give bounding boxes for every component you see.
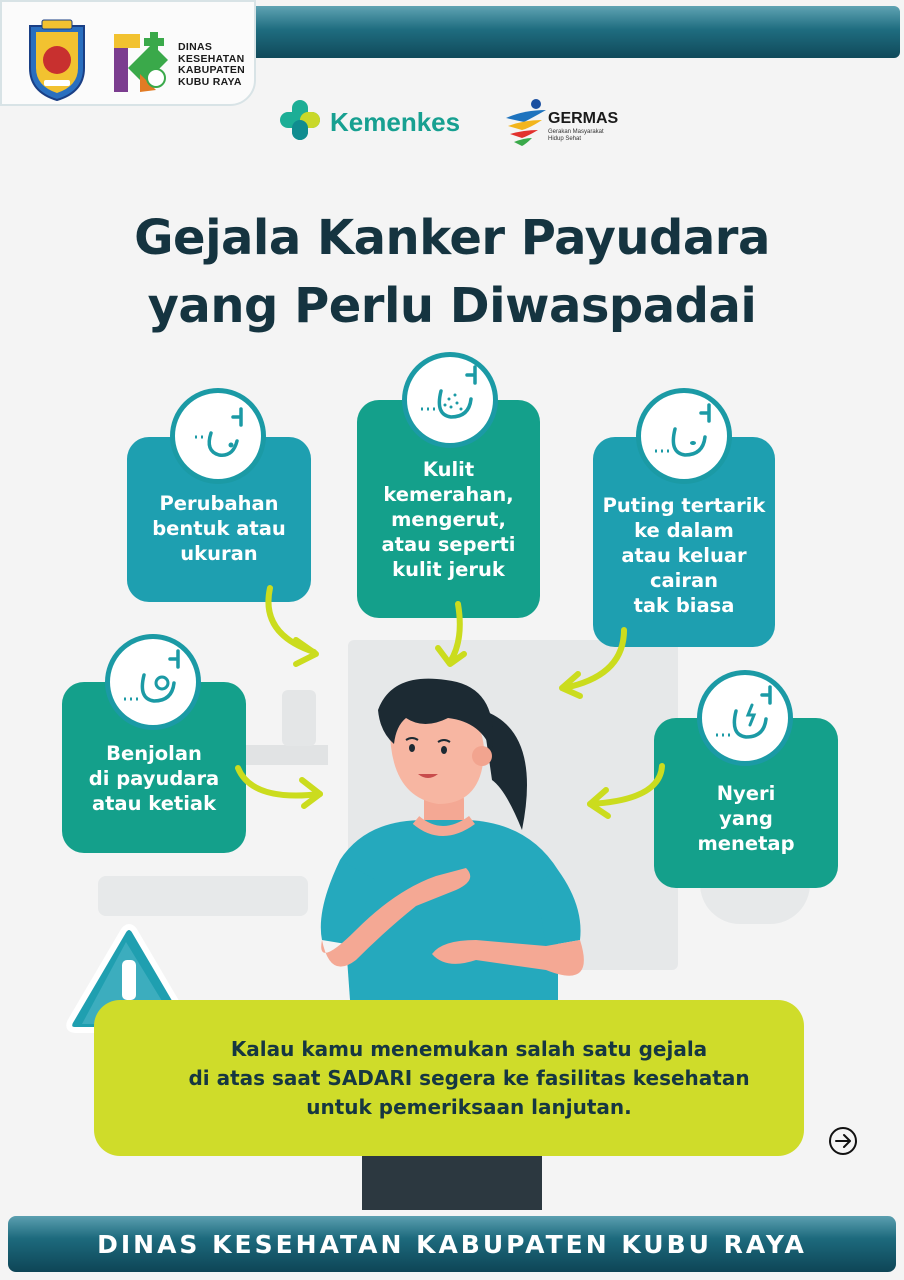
dinkes-name-line: KESEHATAN bbox=[178, 52, 245, 65]
symptom-label: Puting tertarik ke dalam atau keluar cairan tak biasa bbox=[602, 493, 766, 617]
kabupaten-crest-icon bbox=[26, 18, 88, 102]
call-to-action-banner bbox=[94, 1000, 804, 1156]
next-arrow-icon[interactable] bbox=[828, 1126, 858, 1156]
arrow-to-person-icon bbox=[256, 584, 328, 670]
background-bench bbox=[98, 876, 308, 916]
skin-texture-icon bbox=[402, 352, 498, 448]
banner-line: Kalau kamu menemukan salah satu gejala bbox=[230, 1036, 708, 1061]
footer-text: DINAS KESEHATAN KABUPATEN KUBU RAYA bbox=[97, 1229, 807, 1259]
symptom-label: Perubahan bentuk atau ukuran bbox=[152, 492, 286, 565]
lump-icon bbox=[105, 634, 201, 730]
germas-logo-icon bbox=[502, 96, 550, 148]
symptom-label: Kulit kemerahan, mengerut, atau seperti kulit jeruk bbox=[381, 457, 516, 581]
header-logo-card bbox=[0, 0, 256, 106]
pain-icon bbox=[697, 670, 793, 766]
breast-shape-icon bbox=[170, 388, 266, 484]
dinkes-name-line: KABUPATEN bbox=[178, 64, 246, 76]
page-title-line-2: yang Perlu Diwaspadai bbox=[147, 278, 757, 334]
symptom-label: Nyeri yang menetap bbox=[697, 781, 795, 855]
arrow-to-person-icon bbox=[430, 600, 474, 672]
dinkes-logo-icon bbox=[112, 28, 170, 96]
kemenkes-logo-icon bbox=[278, 98, 322, 142]
symptom-label: Benjolan di payudara atau ketiak bbox=[88, 742, 220, 815]
banner-line: untuk pemeriksaan lanjutan. bbox=[306, 1094, 632, 1119]
nipple-icon bbox=[636, 388, 732, 484]
page-title-line-1: Gejala Kanker Payudara bbox=[134, 210, 770, 266]
kemenkes-wordmark: Kemenkes bbox=[330, 107, 461, 137]
footer-bar bbox=[8, 1216, 896, 1272]
dinkes-name bbox=[178, 42, 252, 88]
germas-wordmark: GERMAS bbox=[548, 110, 619, 127]
banner-line: di atas saat SADARI segera ke fasilitas kesehatan bbox=[188, 1065, 750, 1090]
dinkes-name-line: DINAS bbox=[178, 41, 213, 53]
germas-tagline: Gerakan Masyarakat Hidup Sehat bbox=[548, 129, 604, 142]
dinkes-name-line: KUBU RAYA bbox=[178, 75, 242, 88]
